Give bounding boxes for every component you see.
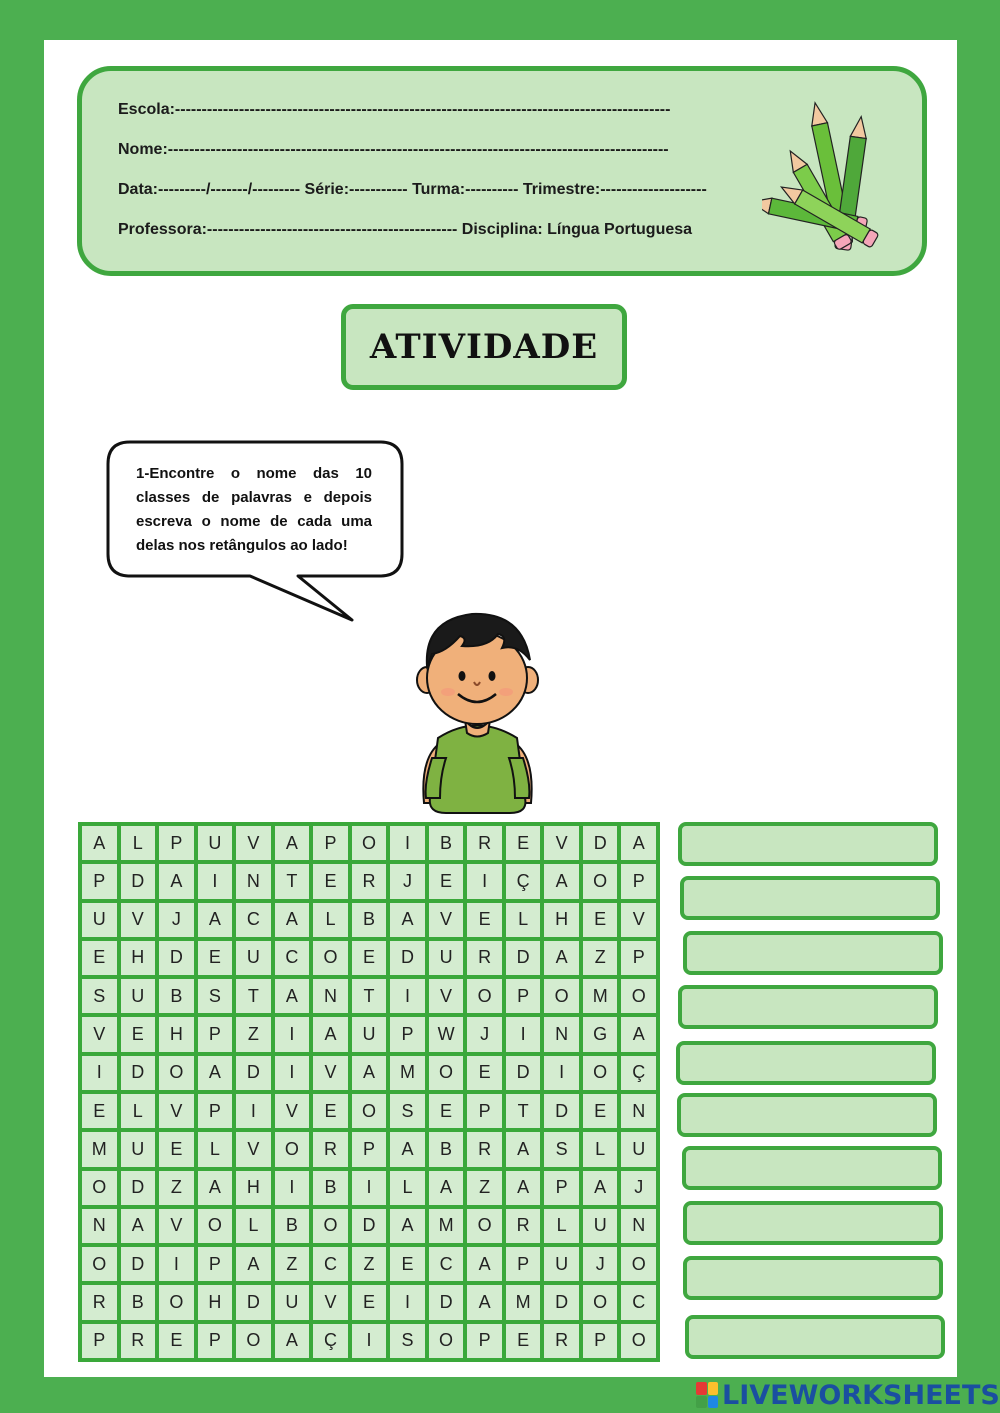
grid-cell[interactable]: A — [506, 1171, 541, 1205]
grid-cell[interactable]: A — [275, 979, 310, 1013]
grid-cell[interactable]: O — [82, 1247, 117, 1281]
teacher-subject-line: Professora:----------------------------------------------- Disciplina: Língua Portuguesa — [118, 221, 693, 238]
grid-cell[interactable]: T — [236, 979, 271, 1013]
grid-cell[interactable]: U — [275, 1285, 310, 1319]
grid-cell[interactable]: B — [275, 1209, 310, 1243]
grid-cell[interactable]: P — [159, 826, 194, 860]
grid-cell[interactable]: A — [236, 1247, 271, 1281]
grid-cell[interactable]: P — [198, 1324, 233, 1358]
grid-cell[interactable]: D — [583, 826, 618, 860]
grid-cell[interactable]: Z — [275, 1247, 310, 1281]
logo-text: LIVEWORKSHEETS — [722, 1379, 1000, 1411]
answer-box-7[interactable] — [682, 1146, 942, 1190]
grid-cell[interactable]: D — [544, 1285, 579, 1319]
grid-cell[interactable]: M — [390, 1056, 425, 1090]
answer-box-5[interactable] — [676, 1041, 936, 1085]
grid-cell[interactable]: N — [313, 979, 348, 1013]
grid-cell[interactable]: I — [352, 1171, 387, 1205]
grid-cell[interactable]: R — [467, 941, 502, 975]
grid-cell[interactable]: H — [121, 941, 156, 975]
grid-cell[interactable]: A — [621, 826, 656, 860]
grid-cell[interactable]: B — [159, 979, 194, 1013]
grid-cell[interactable]: P — [621, 864, 656, 898]
grid-cell[interactable]: I — [198, 864, 233, 898]
grid-cell[interactable]: A — [506, 1132, 541, 1166]
grid-cell[interactable]: A — [583, 1171, 618, 1205]
grid-cell[interactable]: P — [506, 1247, 541, 1281]
grid-cell[interactable]: Z — [352, 1247, 387, 1281]
grid-cell[interactable]: N — [621, 1209, 656, 1243]
answer-box-2[interactable] — [680, 876, 940, 920]
grid-cell[interactable]: L — [121, 826, 156, 860]
activity-title-box — [341, 304, 627, 390]
grid-cell[interactable]: Z — [467, 1171, 502, 1205]
grid-cell[interactable]: E — [82, 941, 117, 975]
grid-cell[interactable]: A — [544, 864, 579, 898]
grid-cell[interactable]: I — [236, 1094, 271, 1128]
grid-cell[interactable]: U — [621, 1132, 656, 1166]
grid-cell[interactable]: O — [236, 1324, 271, 1358]
grid-cell[interactable]: A — [429, 1171, 464, 1205]
answer-box-4[interactable] — [678, 985, 938, 1029]
grid-cell[interactable]: P — [467, 1324, 502, 1358]
grid-cell[interactable]: O — [583, 1285, 618, 1319]
grid-cell[interactable]: P — [313, 826, 348, 860]
answer-box-9[interactable] — [683, 1256, 943, 1300]
grid-cell[interactable]: I — [275, 1056, 310, 1090]
grid-cell[interactable]: A — [390, 1132, 425, 1166]
liveworksheets-logo — [696, 1377, 1000, 1413]
grid-cell[interactable]: C — [429, 1247, 464, 1281]
grid-cell[interactable]: P — [506, 979, 541, 1013]
grid-cell[interactable]: O — [467, 1209, 502, 1243]
grid-cell[interactable]: L — [583, 1132, 618, 1166]
grid-cell[interactable]: U — [429, 941, 464, 975]
grid-cell[interactable]: I — [352, 1324, 387, 1358]
grid-cell[interactable]: U — [236, 941, 271, 975]
grid-cell[interactable]: C — [236, 903, 271, 937]
grid-cell[interactable]: B — [429, 826, 464, 860]
grid-cell[interactable]: A — [82, 826, 117, 860]
grid-cell[interactable]: H — [236, 1171, 271, 1205]
activity-title: ATIVIDADE — [369, 327, 599, 367]
grid-cell[interactable]: E — [82, 1094, 117, 1128]
grid-cell[interactable]: H — [159, 1017, 194, 1051]
grid-cell[interactable]: D — [429, 1285, 464, 1319]
grid-cell[interactable]: O — [544, 979, 579, 1013]
grid-cell[interactable]: V — [121, 903, 156, 937]
grid-cell[interactable]: E — [467, 903, 502, 937]
grid-cell[interactable]: A — [198, 1171, 233, 1205]
grid-cell[interactable]: V — [275, 1094, 310, 1128]
grid-cell[interactable]: P — [198, 1247, 233, 1281]
grid-cell[interactable]: V — [621, 903, 656, 937]
grid-cell[interactable]: N — [82, 1209, 117, 1243]
grid-cell[interactable]: P — [621, 941, 656, 975]
grid-cell[interactable]: R — [506, 1209, 541, 1243]
grid-cell[interactable]: B — [121, 1285, 156, 1319]
grid-cell[interactable]: L — [544, 1209, 579, 1243]
grid-cell[interactable]: O — [352, 826, 387, 860]
answer-box-1[interactable] — [678, 822, 938, 866]
pencils-icon — [762, 92, 912, 257]
grid-cell[interactable]: A — [544, 941, 579, 975]
grid-cell[interactable]: O — [467, 979, 502, 1013]
grid-cell[interactable]: O — [313, 941, 348, 975]
grid-cell[interactable]: E — [159, 1132, 194, 1166]
grid-cell[interactable]: U — [198, 826, 233, 860]
grid-cell[interactable]: P — [82, 864, 117, 898]
grid-cell[interactable]: D — [121, 1171, 156, 1205]
grid-cell[interactable]: Z — [159, 1171, 194, 1205]
grid-cell[interactable]: A — [621, 1017, 656, 1051]
grid-cell[interactable]: V — [544, 826, 579, 860]
grid-cell[interactable]: R — [544, 1324, 579, 1358]
grid-cell[interactable]: S — [390, 1324, 425, 1358]
grid-cell[interactable]: E — [506, 826, 541, 860]
grid-cell[interactable]: S — [390, 1094, 425, 1128]
frame-left — [0, 0, 44, 1413]
grid-cell[interactable]: O — [159, 1056, 194, 1090]
grid-cell[interactable]: P — [198, 1094, 233, 1128]
grid-cell[interactable]: A — [390, 903, 425, 937]
grid-cell[interactable]: U — [544, 1247, 579, 1281]
grid-cell[interactable]: R — [352, 864, 387, 898]
grid-cell[interactable]: I — [544, 1056, 579, 1090]
grid-cell[interactable]: D — [121, 1247, 156, 1281]
grid-cell[interactable]: W — [429, 1017, 464, 1051]
grid-cell[interactable]: D — [121, 1056, 156, 1090]
answer-box-8[interactable] — [683, 1201, 943, 1245]
grid-cell[interactable]: D — [236, 1056, 271, 1090]
grid-cell[interactable]: L — [236, 1209, 271, 1243]
answer-box-6[interactable] — [677, 1093, 937, 1137]
grid-cell[interactable]: L — [121, 1094, 156, 1128]
grid-cell[interactable]: V — [429, 903, 464, 937]
grid-cell[interactable]: E — [467, 1056, 502, 1090]
grid-cell[interactable]: R — [313, 1132, 348, 1166]
grid-cell[interactable]: D — [159, 941, 194, 975]
grid-cell[interactable]: A — [275, 1324, 310, 1358]
grid-cell[interactable]: S — [82, 979, 117, 1013]
grid-cell[interactable]: J — [621, 1171, 656, 1205]
grid-cell[interactable]: V — [429, 979, 464, 1013]
grid-cell[interactable]: V — [82, 1017, 117, 1051]
grid-cell[interactable]: V — [236, 826, 271, 860]
grid-cell[interactable]: D — [506, 941, 541, 975]
grid-cell[interactable]: A — [121, 1209, 156, 1243]
grid-cell[interactable]: O — [275, 1132, 310, 1166]
answer-box-3[interactable] — [683, 931, 943, 975]
grid-cell[interactable]: V — [159, 1094, 194, 1128]
grid-cell[interactable]: E — [506, 1324, 541, 1358]
grid-cell[interactable]: P — [198, 1017, 233, 1051]
grid-cell[interactable]: P — [544, 1171, 579, 1205]
grid-cell[interactable]: A — [275, 903, 310, 937]
grid-cell[interactable]: A — [352, 1056, 387, 1090]
grid-cell[interactable]: M — [82, 1132, 117, 1166]
grid-cell[interactable]: I — [275, 1017, 310, 1051]
grid-cell[interactable]: R — [121, 1324, 156, 1358]
school-line: Escola:--------------------------------------------------------------------------------------------- — [118, 101, 671, 118]
grid-cell[interactable]: A — [159, 864, 194, 898]
grid-cell[interactable]: O — [82, 1171, 117, 1205]
grid-cell[interactable]: D — [236, 1285, 271, 1319]
grid-cell[interactable]: D — [506, 1056, 541, 1090]
grid-cell[interactable]: E — [429, 864, 464, 898]
grid-cell[interactable]: P — [352, 1132, 387, 1166]
grid-cell[interactable]: E — [313, 864, 348, 898]
grid-cell[interactable]: I — [506, 1017, 541, 1051]
grid-cell[interactable]: D — [544, 1094, 579, 1128]
grid-cell[interactable]: V — [159, 1209, 194, 1243]
grid-cell[interactable]: V — [313, 1056, 348, 1090]
grid-cell[interactable]: I — [275, 1171, 310, 1205]
grid-cell[interactable]: V — [236, 1132, 271, 1166]
grid-cell[interactable]: O — [583, 1056, 618, 1090]
grid-cell[interactable]: P — [390, 1017, 425, 1051]
grid-cell[interactable]: E — [313, 1094, 348, 1128]
grid-cell[interactable]: O — [313, 1209, 348, 1243]
boy-icon — [410, 608, 545, 818]
grid-cell[interactable]: O — [198, 1209, 233, 1243]
grid-cell[interactable]: A — [313, 1017, 348, 1051]
grid-cell[interactable]: A — [198, 1056, 233, 1090]
grid-cell[interactable]: O — [621, 1247, 656, 1281]
grid-cell[interactable]: I — [159, 1247, 194, 1281]
grid-cell[interactable]: Ç — [313, 1324, 348, 1358]
grid-cell[interactable]: D — [121, 864, 156, 898]
grid-cell[interactable]: O — [621, 1324, 656, 1358]
grid-cell[interactable]: P — [467, 1094, 502, 1128]
frame-right — [957, 30, 1000, 1413]
grid-cell[interactable]: D — [352, 1209, 387, 1243]
grid-cell[interactable]: A — [275, 826, 310, 860]
grid-cell[interactable]: A — [198, 903, 233, 937]
grid-cell[interactable]: P — [583, 1324, 618, 1358]
grid-cell[interactable]: J — [159, 903, 194, 937]
grid-cell[interactable]: L — [506, 903, 541, 937]
frame-top — [0, 0, 1000, 40]
grid-cell[interactable]: Ç — [506, 864, 541, 898]
grid-cell[interactable]: U — [121, 979, 156, 1013]
grid-cell[interactable]: Z — [236, 1017, 271, 1051]
date-grade-line: Data:---------/-------/--------- Série:----------- Turma:---------- Trimestre:-------------------- — [118, 181, 707, 198]
grid-cell[interactable]: Z — [583, 941, 618, 975]
grid-cell[interactable]: E — [390, 1247, 425, 1281]
grid-cell[interactable]: E — [198, 941, 233, 975]
grid-cell[interactable]: A — [390, 1209, 425, 1243]
grid-cell[interactable]: S — [544, 1132, 579, 1166]
grid-cell[interactable]: R — [82, 1285, 117, 1319]
grid-cell[interactable]: J — [467, 1017, 502, 1051]
grid-cell[interactable]: T — [275, 864, 310, 898]
grid-cell[interactable]: B — [313, 1171, 348, 1205]
grid-cell[interactable]: E — [159, 1324, 194, 1358]
grid-cell[interactable]: N — [621, 1094, 656, 1128]
grid-cell[interactable]: I — [82, 1056, 117, 1090]
name-line: Nome:---------------------------------------------------------------------------------------------- — [118, 141, 669, 158]
grid-cell[interactable]: Ç — [621, 1056, 656, 1090]
grid-cell[interactable]: E — [352, 1285, 387, 1319]
grid-cell[interactable]: A — [467, 1285, 502, 1319]
grid-cell[interactable]: C — [313, 1247, 348, 1281]
grid-cell[interactable]: O — [621, 979, 656, 1013]
grid-cell[interactable]: G — [583, 1017, 618, 1051]
grid-cell[interactable]: U — [583, 1209, 618, 1243]
grid-cell[interactable]: O — [583, 864, 618, 898]
grid-cell[interactable]: U — [82, 903, 117, 937]
grid-cell[interactable]: H — [198, 1285, 233, 1319]
grid-cell[interactable]: L — [313, 903, 348, 937]
grid-cell[interactable]: M — [429, 1209, 464, 1243]
grid-cell[interactable]: N — [236, 864, 271, 898]
answer-box-10[interactable] — [685, 1315, 945, 1359]
grid-cell[interactable]: O — [159, 1285, 194, 1319]
grid-cell[interactable]: P — [82, 1324, 117, 1358]
grid-cell[interactable]: S — [198, 979, 233, 1013]
grid-cell[interactable]: E — [583, 903, 618, 937]
grid-cell[interactable]: J — [390, 864, 425, 898]
grid-cell[interactable]: E — [583, 1094, 618, 1128]
grid-cell[interactable]: I — [390, 1285, 425, 1319]
grid-cell[interactable]: E — [121, 1017, 156, 1051]
liveworksheets-mark-icon — [696, 1382, 718, 1408]
grid-cell[interactable]: T — [352, 979, 387, 1013]
grid-cell[interactable]: D — [390, 941, 425, 975]
grid-cell[interactable]: J — [583, 1247, 618, 1281]
grid-cell[interactable]: O — [352, 1094, 387, 1128]
grid-cell[interactable]: M — [583, 979, 618, 1013]
grid-cell[interactable]: T — [506, 1094, 541, 1128]
grid-cell[interactable]: C — [275, 941, 310, 975]
grid-cell[interactable]: R — [467, 826, 502, 860]
grid-cell[interactable]: O — [429, 1324, 464, 1358]
grid-cell[interactable]: O — [429, 1056, 464, 1090]
grid-cell[interactable]: M — [506, 1285, 541, 1319]
grid-cell[interactable]: L — [198, 1132, 233, 1166]
grid-cell[interactable]: C — [621, 1285, 656, 1319]
grid-cell[interactable]: L — [390, 1171, 425, 1205]
grid-cell[interactable]: I — [390, 826, 425, 860]
grid-cell[interactable]: U — [352, 1017, 387, 1051]
grid-cell[interactable]: H — [544, 903, 579, 937]
grid-cell[interactable]: R — [467, 1132, 502, 1166]
instruction-text: 1-Encontre o nome das 10 classes de palavras e depois escreva o nome de cada uma delas nos retângulos ao lado! — [136, 465, 372, 554]
grid-cell[interactable]: B — [429, 1132, 464, 1166]
grid-cell[interactable]: V — [313, 1285, 348, 1319]
grid-cell[interactable]: E — [352, 941, 387, 975]
grid-cell[interactable]: N — [544, 1017, 579, 1051]
word-search-grid — [78, 822, 660, 1362]
grid-cell[interactable]: A — [467, 1247, 502, 1281]
grid-cell[interactable]: E — [429, 1094, 464, 1128]
grid-cell[interactable]: B — [352, 903, 387, 937]
grid-cell[interactable]: U — [121, 1132, 156, 1166]
grid-cell[interactable]: I — [390, 979, 425, 1013]
grid-cell[interactable]: I — [467, 864, 502, 898]
